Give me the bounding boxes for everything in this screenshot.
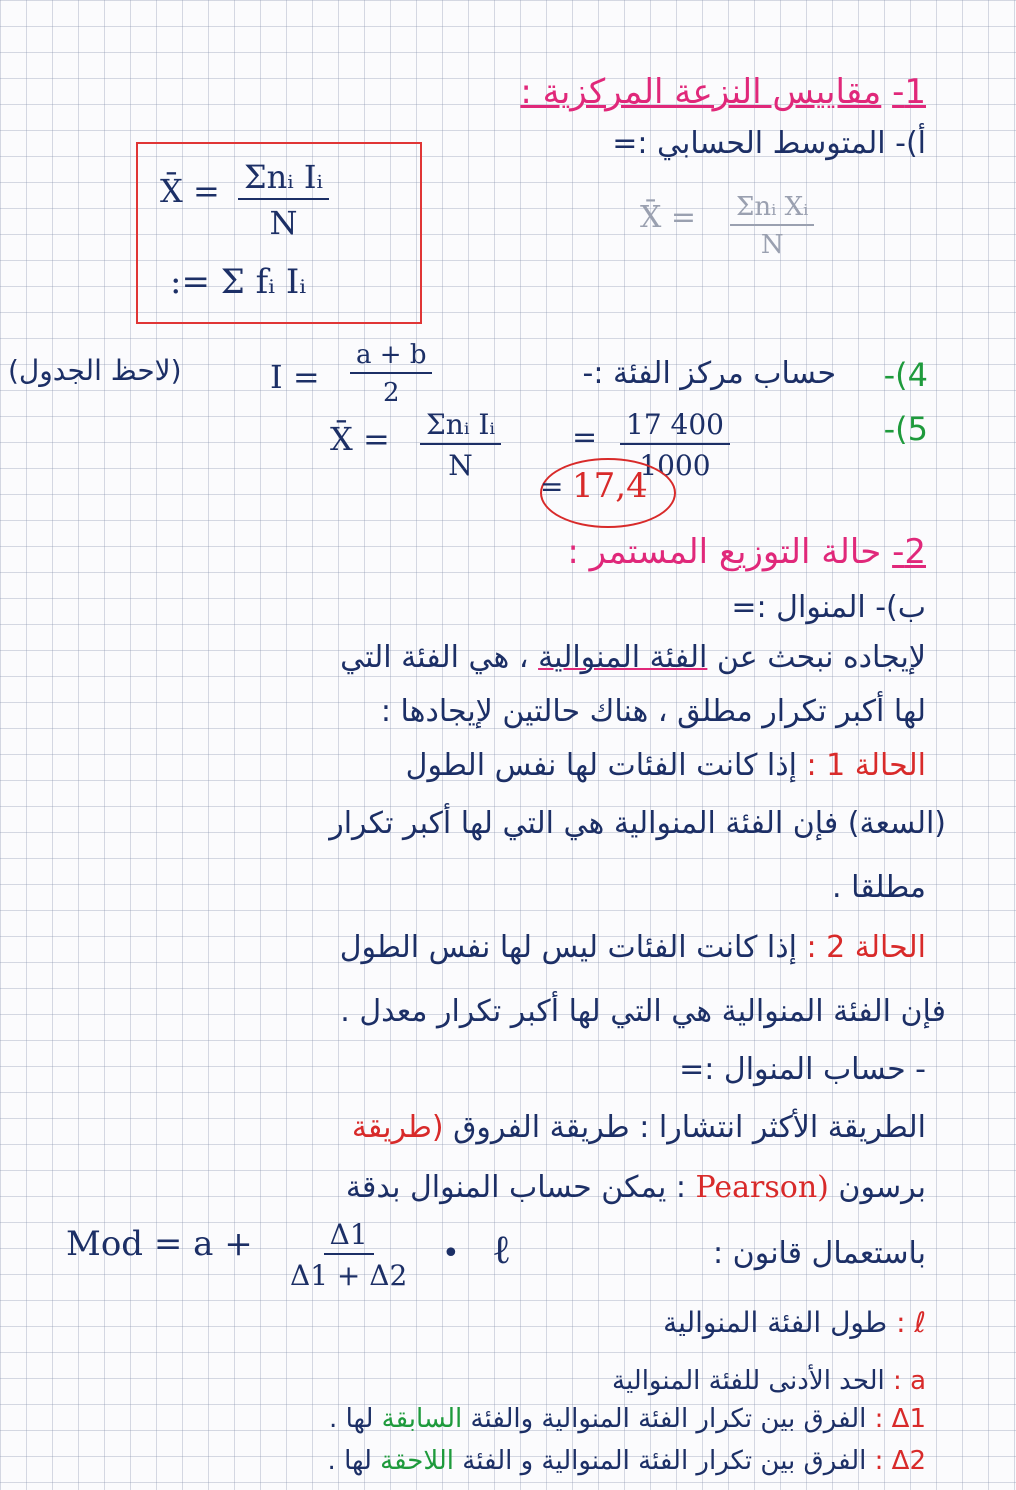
- mode-definition-line-2: لها أكبر تكرار مطلق ، هناك حالتين لإيجادها :: [380, 694, 926, 729]
- mode-formula-denominator: Δ1 + Δ2: [290, 1259, 408, 1292]
- legend-d2-text-b: اللاحقة: [380, 1446, 454, 1476]
- faded-formula-fraction: [730, 192, 814, 260]
- legend-delta-1: [329, 1404, 926, 1434]
- mode-formula-fraction: [290, 1218, 407, 1292]
- method-line-3: باستعمال قانون :: [713, 1236, 926, 1271]
- section-1-number: 1-: [892, 72, 926, 112]
- legend-a: [612, 1366, 926, 1396]
- faded-formula-numerator: Σnᵢ Xᵢ: [730, 192, 814, 226]
- step-4-text: حساب مركز الفئة :-: [582, 356, 836, 391]
- legend-d2-text-a: الفرق بين تكرار الفئة المنوالية و الفئة: [462, 1446, 867, 1476]
- case-2-label: الحالة 2 :: [806, 930, 926, 965]
- legend-d2-text-c: لها .: [327, 1446, 372, 1476]
- method-line-1: [352, 1110, 926, 1145]
- step-4-number: 4)-: [883, 356, 928, 394]
- method-line-2: [346, 1170, 926, 1205]
- mean-box-fraction: [238, 158, 329, 242]
- method-2a: برسون: [838, 1170, 926, 1205]
- mean-box-line2: := Σ fᵢ Iᵢ: [170, 262, 307, 302]
- faded-formula-lhs: X̄ =: [640, 200, 697, 235]
- pearson-label: (Pearson: [695, 1170, 829, 1205]
- case-1-line-3: مطلقا .: [832, 870, 926, 905]
- case-1-text: إذا كانت الفئات لها نفس الطول: [405, 748, 797, 783]
- step-5-numerator-2: 17 400: [620, 408, 730, 445]
- method-1b: طريقة الفروق: [453, 1110, 630, 1145]
- mode-def-1b: ، هي الفئة التي: [340, 640, 529, 675]
- method-1a: الطريقة الأكثر انتشارا :: [639, 1110, 926, 1145]
- case-1-label: الحالة 1 :: [806, 748, 926, 783]
- step-5-lhs: X̄ =: [330, 420, 390, 458]
- mean-box-lhs: X̄ =: [160, 172, 220, 210]
- legend-l-text: طول الفئة المنوالية: [663, 1306, 888, 1339]
- step-4-formula-fraction: [350, 340, 432, 408]
- mode-def-1-underlined: الفئة المنوالية: [538, 640, 708, 675]
- case-1-text-2: فإن الفئة المنوالية هي التي لها أكبر تكرار: [329, 806, 839, 841]
- step-5-numerator-1: Σnᵢ Iᵢ: [420, 408, 501, 445]
- case-1-paren: (السعة): [847, 806, 946, 841]
- mode-formula-dot: •: [442, 1236, 460, 1271]
- legend-d1-symbol: Δ1 :: [874, 1404, 926, 1434]
- legend-delta-2: [328, 1446, 926, 1476]
- case-1-line-2: [329, 806, 946, 841]
- step-5-denominator-2: 1000: [639, 449, 711, 482]
- mean-box-denominator: N: [269, 204, 298, 242]
- case-2-line-1: [340, 930, 926, 965]
- legend-l: [663, 1306, 926, 1339]
- method-2b: : يمكن حساب المنوال بدقة: [345, 1170, 686, 1205]
- section-2-number: 2-: [892, 532, 926, 572]
- case-2-line-2: فإن الفئة المنوالية هي التي لها أكبر تكرار معدل .: [340, 994, 946, 1029]
- step-5-equals-2: =: [540, 470, 564, 503]
- section-2-heading: [567, 532, 926, 572]
- mode-formula-numerator: Δ1: [324, 1218, 374, 1255]
- legend-d1-text-b: السابقة: [381, 1404, 463, 1434]
- step-4-formula-numerator: a + b: [350, 340, 432, 374]
- faded-formula-denominator: N: [760, 230, 784, 260]
- step-4-formula-lhs: I =: [270, 358, 320, 396]
- step-4-note: (لاحظ الجدول): [8, 354, 182, 387]
- legend-d1-text-c: لها .: [329, 1404, 374, 1434]
- step-5-denominator-1: N: [448, 449, 473, 482]
- case-1-line-1: [406, 748, 926, 783]
- mode-formula-l: ℓ: [492, 1227, 512, 1273]
- case-2-text: إذا كانت الفئات ليس لها نفس الطول: [339, 930, 797, 965]
- section-2-title: حالة التوزيع المستمر :: [567, 532, 882, 572]
- step-5-number: 5)-: [883, 410, 928, 448]
- legend-a-symbol: a :: [893, 1366, 926, 1396]
- legend-d1-text-a: الفرق بين تكرار الفئة المنوالية والفئة: [470, 1404, 867, 1434]
- calc-mode-label: - حساب المنوال :=: [679, 1052, 926, 1087]
- mode-def-1a: لإيجاده نبحث عن: [716, 640, 926, 675]
- legend-l-symbol: ℓ :: [896, 1306, 926, 1339]
- legend-a-text: الحد الأدنى للفئة المنوالية: [612, 1366, 885, 1396]
- step-4-formula-denominator: 2: [382, 378, 400, 408]
- step-5-result: 17,4: [572, 466, 648, 506]
- legend-d2-symbol: Δ2 :: [874, 1446, 926, 1476]
- mode-definition-line-1: [340, 640, 926, 675]
- section-1-title: مقاييس النزعة المركزية :: [520, 72, 882, 112]
- step-5-equals: =: [572, 420, 598, 455]
- section-1-heading: [520, 72, 926, 112]
- mode-formula-lhs: Mod = a +: [66, 1224, 253, 1264]
- mean-label: أ)- المتوسط الحسابي :=: [612, 126, 926, 161]
- mode-label: ب)- المنوال :=: [731, 590, 926, 625]
- method-1-paren: (طريقة: [351, 1110, 444, 1145]
- step-5-fraction-1: [420, 408, 501, 482]
- mean-box-numerator: Σnᵢ Iᵢ: [238, 158, 329, 200]
